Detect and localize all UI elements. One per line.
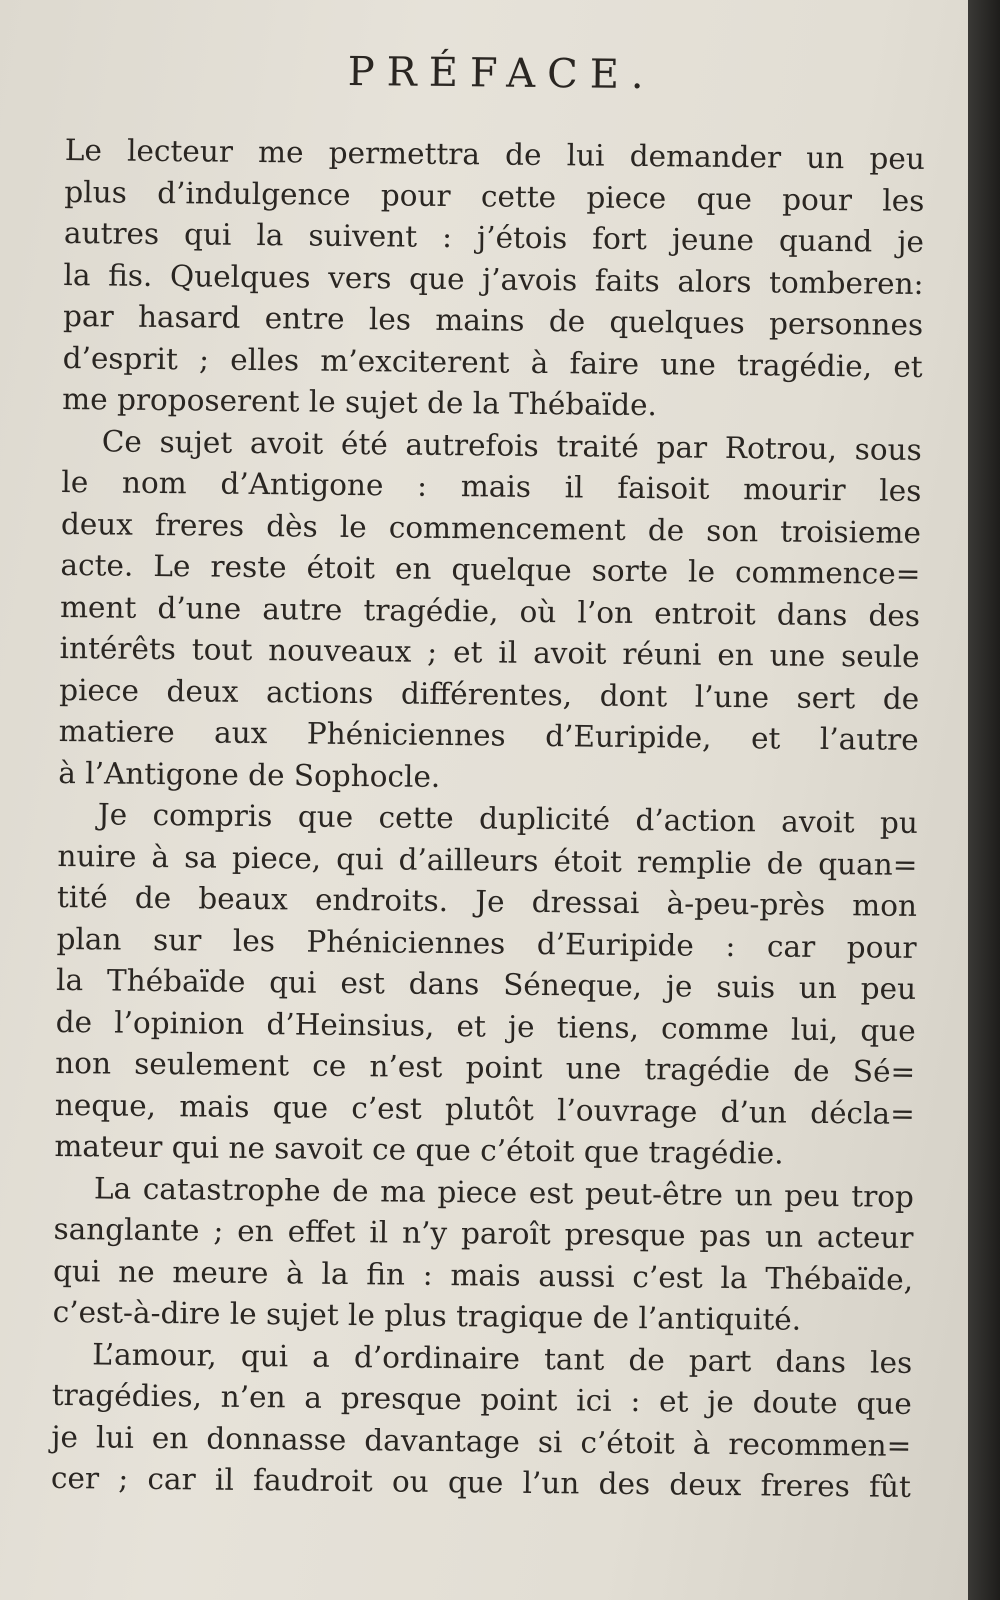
text-line: deux freres dès le commencement de son troisieme bbox=[60, 506, 922, 550]
text-line: à l’Antigone de Sophocle. bbox=[58, 755, 441, 794]
text-line: c’est-à-dire le sujet le plus tragique de l’antiquité. bbox=[52, 1294, 802, 1337]
text-line: me proposerent le sujet de la Thébaïde. bbox=[62, 381, 658, 423]
text-line: qui ne meure à la fin : mais aussi c’est la Thébaïde, bbox=[52, 1253, 914, 1297]
preface-text bbox=[51, 40, 926, 1508]
text-line: matiere aux Phéniciennes d’Euripide, et l’autre bbox=[58, 713, 919, 757]
text-line: tité de beaux endroits. Je dressai à-peu-près mon bbox=[56, 879, 918, 923]
text-line: Ce sujet avoit été autrefois traité par Rotrou, sous bbox=[101, 423, 922, 467]
text-line: L’amour, qui a d’ordinaire tant de part dans les bbox=[92, 1336, 913, 1380]
text-line: non seulement ce n’est point une tragédie de Sé= bbox=[55, 1045, 916, 1089]
text-line: sanglante ; en effet il n’y paroît presque pas un acteur bbox=[53, 1211, 914, 1255]
text-line: piece deux actions différentes, dont l’une sert de bbox=[59, 672, 920, 716]
page-title: PRÉFACE. bbox=[347, 48, 656, 99]
page-edge-shadow bbox=[968, 0, 1000, 1600]
text-line: par hasard entre les mains de quelques personnes bbox=[62, 298, 924, 342]
text-line: plan sur les Phéniciennes d’Euripide : car pour bbox=[56, 921, 917, 965]
text-line: Je compris que cette duplicité d’action avoit pu bbox=[97, 797, 919, 840]
text-line: nuire à sa piece, qui d’ailleurs étoit remplie de quan= bbox=[57, 838, 918, 882]
text-line: cer ; car il faudroit ou que l’un des deux freres fût bbox=[50, 1460, 912, 1504]
text-line: acte. Le reste étoit en quelque sorte le commence= bbox=[60, 547, 921, 591]
text-line: mateur qui ne savoit ce que c’étoit que tragédie. bbox=[54, 1128, 784, 1171]
text-line: de l’opinion d’Heinsius, et je tiens, comme lui, que bbox=[55, 1004, 916, 1048]
text-line: plus d’indulgence pour cette piece que pour les bbox=[64, 174, 925, 218]
text-line: neque, mais que c’est plutôt l’ouvrage d’un décla= bbox=[54, 1087, 915, 1131]
text-line: ment d’une autre tragédie, où l’on entroit dans des bbox=[59, 589, 921, 633]
text-line: autres qui la suivent : j’étois fort jeune quand je bbox=[63, 215, 925, 259]
text-line: la Thébaïde qui est dans Séneque, je suis un peu bbox=[55, 962, 917, 1006]
text-line: La catastrophe de ma piece est peut-être un peu trop bbox=[93, 1170, 915, 1214]
text-line: le nom d’Antigone : mais il faisoit mourir les bbox=[61, 464, 922, 508]
text-line: intérêts tout nouveaux ; et il avoit réuni en une seule bbox=[59, 630, 920, 674]
text-line: d’esprit ; elles m’exciterent à faire une tragédie, et bbox=[62, 340, 923, 384]
text-line: je lui en donnasse davantage si c’étoit à recommen= bbox=[51, 1419, 912, 1463]
text-line: Le lecteur me permettra de lui demander un peu bbox=[64, 132, 925, 176]
text-line: la fis. Quelques vers que j’avois faits alors tomberen: bbox=[63, 257, 924, 301]
text-line: tragédies, n’en a presque point ici : et je doute que bbox=[51, 1377, 912, 1421]
